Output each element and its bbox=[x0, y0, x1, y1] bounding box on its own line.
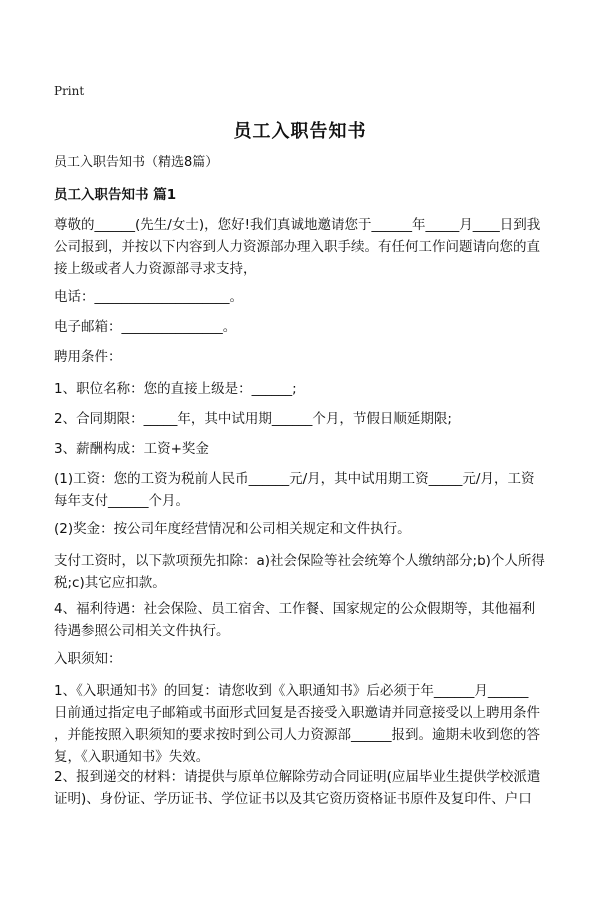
welfare-line: 待遇参照公司相关文件执行。 bbox=[54, 623, 230, 639]
intro-line: 公司报到，并按以下内容到人力资源部办理入职手续。有任何工作问题请向您的直 bbox=[54, 239, 540, 255]
notice-1-line: 1、《入职通知书》的回复：请您收到《入职通知书》后必须于年______月______ bbox=[54, 683, 529, 699]
notice-1-line: 日前通过指定电子邮箱或书面形式回复是否接受入职邀请并同意接受以上聘用条件 bbox=[54, 705, 540, 721]
term-item-3: 3、薪酬构成：工资+奖金 bbox=[54, 441, 209, 457]
page-title: 员工入职告知书 bbox=[233, 121, 367, 142]
phone-line: 电话：____________________。 bbox=[54, 289, 243, 305]
welfare-line: 4、福利待遇：社会保险、员工宿舍、工作餐、国家规定的公众假期等，其他福利 bbox=[54, 601, 536, 617]
notice-2-line: 证明)、身份证、学历证书、学位证书以及其它资历资格证书原件及复印件、户口 bbox=[54, 791, 532, 807]
section-heading: 员工入职告知书 篇1 bbox=[54, 187, 177, 203]
email-line: 电子邮箱：_______________。 bbox=[54, 319, 237, 335]
notice-heading: 入职须知： bbox=[54, 651, 122, 667]
notice-1-paragraph bbox=[54, 680, 549, 768]
welfare-paragraph bbox=[54, 598, 549, 642]
deduction-line: 税;c)其它应扣款。 bbox=[54, 575, 166, 591]
salary-line: 每年支付______个月。 bbox=[54, 493, 189, 509]
intro-line: 接上级或者人力资源部寻求支持， bbox=[54, 261, 257, 277]
salary-line: (1)工资：您的工资为税前人民币______元/月，其中试用期工资_____元/月，工资 bbox=[54, 471, 535, 487]
intro-line: 尊敬的______(先生/女士)，您好!我们真诚地邀请您于______年_____月____日到我 bbox=[54, 217, 541, 233]
deduction-line: 支付工资时，以下款项预先扣除：a)社会保险等社会统筹个人缴纳部分;b)个人所得 bbox=[54, 553, 545, 569]
notice-1-line: 复，《入职通知书》失效。 bbox=[54, 749, 210, 765]
notice-2-line: 2、报到递交的材料：请提供与原单位解除劳动合同证明(应届毕业生提供学校派遣 bbox=[54, 769, 541, 785]
deduction-paragraph bbox=[54, 550, 549, 594]
document-subtitle: 员工入职告知书（精选8篇） bbox=[54, 155, 219, 170]
term-item-2: 2、合同期限：_____年，其中试用期______个月，节假日顺延期限; bbox=[54, 411, 452, 427]
notice-2-paragraph bbox=[54, 766, 549, 810]
intro-paragraph bbox=[54, 214, 549, 280]
salary-paragraph bbox=[54, 468, 549, 512]
notice-1-line: ，并能按照入职须知的要求按时到公司人力资源部______报到。逾期未收到您的答 bbox=[54, 727, 540, 743]
print-link[interactable]: Print bbox=[54, 84, 85, 98]
terms-heading: 聘用条件： bbox=[54, 349, 122, 365]
term-item-1: 1、职位名称：您的直接上级是：______; bbox=[54, 381, 297, 397]
bonus-line: (2)奖金：按公司年度经营情况和公司相关规定和文件执行。 bbox=[54, 521, 411, 537]
